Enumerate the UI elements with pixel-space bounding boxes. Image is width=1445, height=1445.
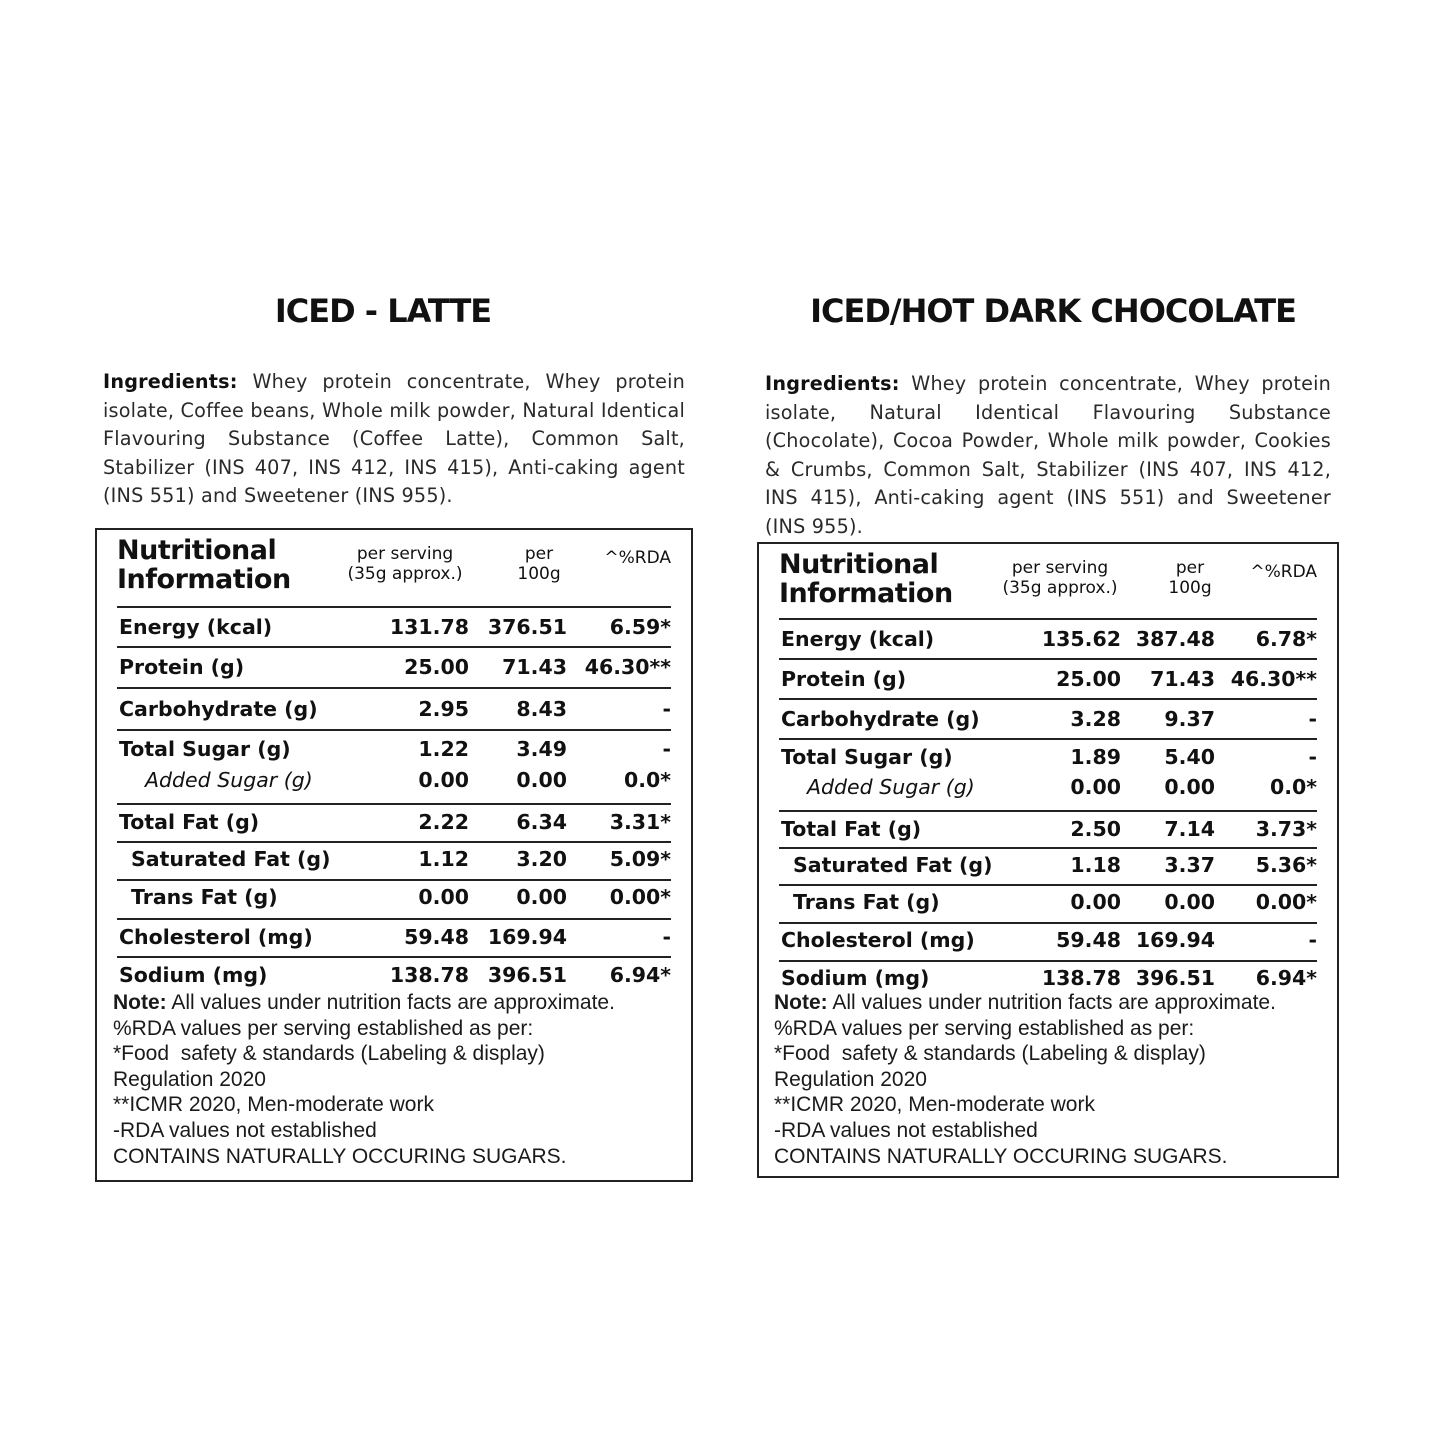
table-row	[117, 881, 671, 920]
nutrient-label: Saturated Fat (g)	[131, 847, 331, 871]
value-rda: 3.73*	[1255, 817, 1317, 841]
column-header-per-serving	[347, 544, 462, 584]
table-row	[117, 805, 671, 843]
table-title-line: Nutritional	[117, 535, 277, 566]
column-header-rda: ^%RDA	[604, 548, 671, 568]
value-per-100g: 8.43	[516, 697, 567, 721]
nutrient-label: Energy (kcal)	[781, 627, 935, 651]
nutrient-label: Saturated Fat (g)	[793, 853, 993, 877]
note-line: %RDA values per serving established as per:	[774, 1016, 1195, 1040]
column-header-line: per	[524, 544, 554, 564]
value-per-serving: 1.12	[418, 847, 469, 871]
column-header-per-serving	[1002, 558, 1117, 598]
value-rda: 0.00*	[609, 885, 671, 909]
value-rda: -	[662, 737, 671, 761]
column-header-line: (35g approx.)	[347, 564, 463, 584]
ingredients-list: Whey protein concentrate, Whey protein isolate, Coffee beans, Whole milk powder, Natural Identical Flavouring Substance (Coffee Latte), Common Salt, Stabilizer (INS 407, INS 412, INS 415), Anti-caking agent (INS 551) and Sweetener (INS 955).	[103, 370, 685, 508]
table-row	[779, 812, 1317, 849]
value-rda: 5.09*	[609, 847, 671, 871]
value-per-100g: 3.49	[516, 737, 567, 761]
value-per-serving: 59.48	[1056, 928, 1121, 952]
nutrient-label: Added Sugar (g)	[145, 768, 313, 792]
value-rda: 6.94*	[1255, 966, 1317, 990]
ingredients-text	[765, 370, 1331, 542]
table-row	[779, 886, 1317, 924]
nutrition-table	[757, 542, 1339, 1178]
column-header-rda: ^%RDA	[1250, 562, 1317, 582]
value-per-100g: 0.00	[516, 885, 567, 909]
value-per-100g: 169.94	[487, 925, 567, 949]
value-per-100g: 3.20	[516, 847, 567, 871]
column-header-line: 100g	[517, 564, 561, 584]
ingredients-label: Ingredients:	[103, 370, 238, 393]
value-per-serving: 2.22	[418, 810, 469, 834]
nutrient-label: Energy (kcal)	[119, 615, 273, 639]
note-line	[774, 990, 1276, 1016]
nutrient-label: Protein (g)	[781, 667, 907, 691]
note-line: Regulation 2020	[113, 1067, 266, 1091]
product-title: ICED - LATTE	[274, 292, 492, 330]
table-row	[779, 660, 1317, 700]
value-rda: -	[662, 697, 671, 721]
value-per-serving: 138.78	[1041, 966, 1121, 990]
column-header-line: 100g	[1168, 578, 1212, 598]
note-line: %RDA values per serving established as per:	[113, 1016, 534, 1040]
note-line: -RDA values not established	[774, 1118, 1038, 1142]
value-per-serving: 0.00	[418, 885, 469, 909]
value-per-100g: 71.43	[1150, 667, 1215, 691]
value-per-serving: 131.78	[389, 615, 469, 639]
nutrient-label: Trans Fat (g)	[131, 885, 278, 909]
value-per-serving: 2.50	[1070, 817, 1121, 841]
nutrition-table	[95, 528, 693, 1182]
table-row	[117, 958, 671, 994]
table-row	[779, 700, 1317, 740]
note-line: CONTAINS NATURALLY OCCURING SUGARS.	[774, 1144, 1228, 1168]
note-text: All values under nutrition facts are approximate.	[832, 991, 1276, 1014]
table-row	[779, 773, 1317, 812]
value-per-100g: 3.37	[1164, 853, 1215, 877]
value-per-serving: 25.00	[404, 655, 469, 679]
nutrition-table-header	[779, 544, 1317, 620]
table-row	[117, 731, 671, 765]
value-rda: -	[1308, 745, 1317, 769]
value-per-100g: 0.00	[1164, 775, 1215, 799]
nutrition-table-title	[779, 550, 953, 608]
note-line	[113, 990, 615, 1016]
table-row	[779, 924, 1317, 962]
column-header-per-100g	[517, 544, 560, 584]
table-row	[117, 765, 671, 805]
value-per-serving: 1.89	[1070, 745, 1121, 769]
table-title-line: Information	[117, 564, 291, 595]
value-per-serving: 1.22	[418, 737, 469, 761]
nutrient-label: Sodium (mg)	[119, 963, 268, 987]
value-per-100g: 7.14	[1164, 817, 1215, 841]
table-title-line: Information	[779, 578, 953, 609]
value-per-serving: 59.48	[404, 925, 469, 949]
value-rda: 46.30**	[1230, 667, 1317, 691]
value-per-100g: 387.48	[1135, 627, 1215, 651]
value-per-100g: 0.00	[516, 768, 567, 792]
value-per-serving: 0.00	[1070, 890, 1121, 914]
table-row	[779, 849, 1317, 886]
value-rda: 0.00*	[1255, 890, 1317, 914]
table-row	[117, 648, 671, 689]
value-per-100g: 169.94	[1135, 928, 1215, 952]
nutrient-label: Total Sugar (g)	[119, 737, 291, 761]
nutrient-label: Total Sugar (g)	[781, 745, 953, 769]
nutrition-rows	[117, 608, 671, 994]
table-row	[117, 608, 671, 648]
ingredients-label: Ingredients:	[765, 372, 900, 395]
ingredients-text	[103, 368, 685, 511]
table-row	[779, 620, 1317, 660]
value-rda: 3.31*	[609, 810, 671, 834]
value-per-serving: 135.62	[1041, 627, 1121, 651]
nutrition-table-header	[117, 530, 671, 608]
ingredients-list: Whey protein concentrate, Whey protein isolate, Natural Identical Flavouring Substance (Chocolate), Cocoa Powder, Whole milk powder, Cookies & Crumbs, Common Salt, Stabilizer (INS 407, INS 412, INS 415), Anti-caking agent (INS 551) and Sweetener (INS 955).	[765, 372, 1331, 538]
note-label: Note:	[774, 991, 828, 1014]
column-header-per-100g	[1168, 558, 1211, 598]
nutrient-label: Total Fat (g)	[119, 810, 260, 834]
nutrition-notes	[113, 990, 615, 1169]
table-row	[117, 920, 671, 958]
nutrient-label: Total Fat (g)	[781, 817, 922, 841]
column-header-line: (35g approx.)	[1002, 578, 1118, 598]
nutrient-label: Carbohydrate (g)	[119, 697, 318, 721]
nutrient-label: Trans Fat (g)	[793, 890, 940, 914]
value-rda: 6.78*	[1255, 627, 1317, 651]
value-rda: -	[662, 925, 671, 949]
table-title-line: Nutritional	[779, 549, 939, 580]
nutrient-label: Sodium (mg)	[781, 966, 930, 990]
value-rda: 0.0*	[623, 768, 671, 792]
nutrient-label: Protein (g)	[119, 655, 245, 679]
nutrition-table-title	[117, 536, 291, 594]
note-line: CONTAINS NATURALLY OCCURING SUGARS.	[113, 1144, 567, 1168]
value-per-100g: 376.51	[487, 615, 567, 639]
value-rda: 46.30**	[584, 655, 671, 679]
value-per-serving: 1.18	[1070, 853, 1121, 877]
nutrient-label: Added Sugar (g)	[807, 775, 975, 799]
value-per-serving: 2.95	[418, 697, 469, 721]
nutrient-label: Cholesterol (mg)	[781, 928, 975, 952]
value-per-100g: 6.34	[516, 810, 567, 834]
value-per-100g: 0.00	[1164, 890, 1215, 914]
note-line: **ICMR 2020, Men-moderate work	[774, 1093, 1095, 1117]
value-per-serving: 0.00	[1070, 775, 1121, 799]
note-line: **ICMR 2020, Men-moderate work	[113, 1093, 434, 1117]
table-row	[779, 740, 1317, 773]
note-line: *Food safety & standards (Labeling & display)	[113, 1042, 545, 1066]
value-per-serving: 25.00	[1056, 667, 1121, 691]
nutrition-notes	[774, 990, 1276, 1169]
nutrition-rows	[779, 620, 1317, 998]
note-line: -RDA values not established	[113, 1118, 377, 1142]
nutrient-label: Cholesterol (mg)	[119, 925, 313, 949]
value-per-100g: 71.43	[502, 655, 567, 679]
value-rda: 6.94*	[609, 963, 671, 987]
value-per-100g: 396.51	[487, 963, 567, 987]
value-rda: -	[1308, 928, 1317, 952]
value-per-100g: 9.37	[1164, 707, 1215, 731]
value-per-serving: 138.78	[389, 963, 469, 987]
table-row	[117, 843, 671, 881]
value-per-serving: 0.00	[418, 768, 469, 792]
column-header-line: per	[1175, 558, 1205, 578]
value-per-100g: 396.51	[1135, 966, 1215, 990]
note-line: Regulation 2020	[774, 1067, 927, 1091]
column-header-line: per serving	[1011, 558, 1109, 578]
value-rda: 5.36*	[1255, 853, 1317, 877]
column-header-line: per serving	[356, 544, 454, 564]
note-text: All values under nutrition facts are approximate.	[171, 991, 615, 1014]
product-title: ICED/HOT DARK CHOCOLATE	[810, 292, 1296, 330]
note-line: *Food safety & standards (Labeling & display)	[774, 1042, 1206, 1066]
nutrient-label: Carbohydrate (g)	[781, 707, 980, 731]
table-row	[117, 689, 671, 731]
value-rda: -	[1308, 707, 1317, 731]
value-rda: 6.59*	[609, 615, 671, 639]
note-label: Note:	[113, 991, 167, 1014]
value-per-serving: 3.28	[1070, 707, 1121, 731]
value-per-100g: 5.40	[1164, 745, 1215, 769]
value-rda: 0.0*	[1269, 775, 1317, 799]
